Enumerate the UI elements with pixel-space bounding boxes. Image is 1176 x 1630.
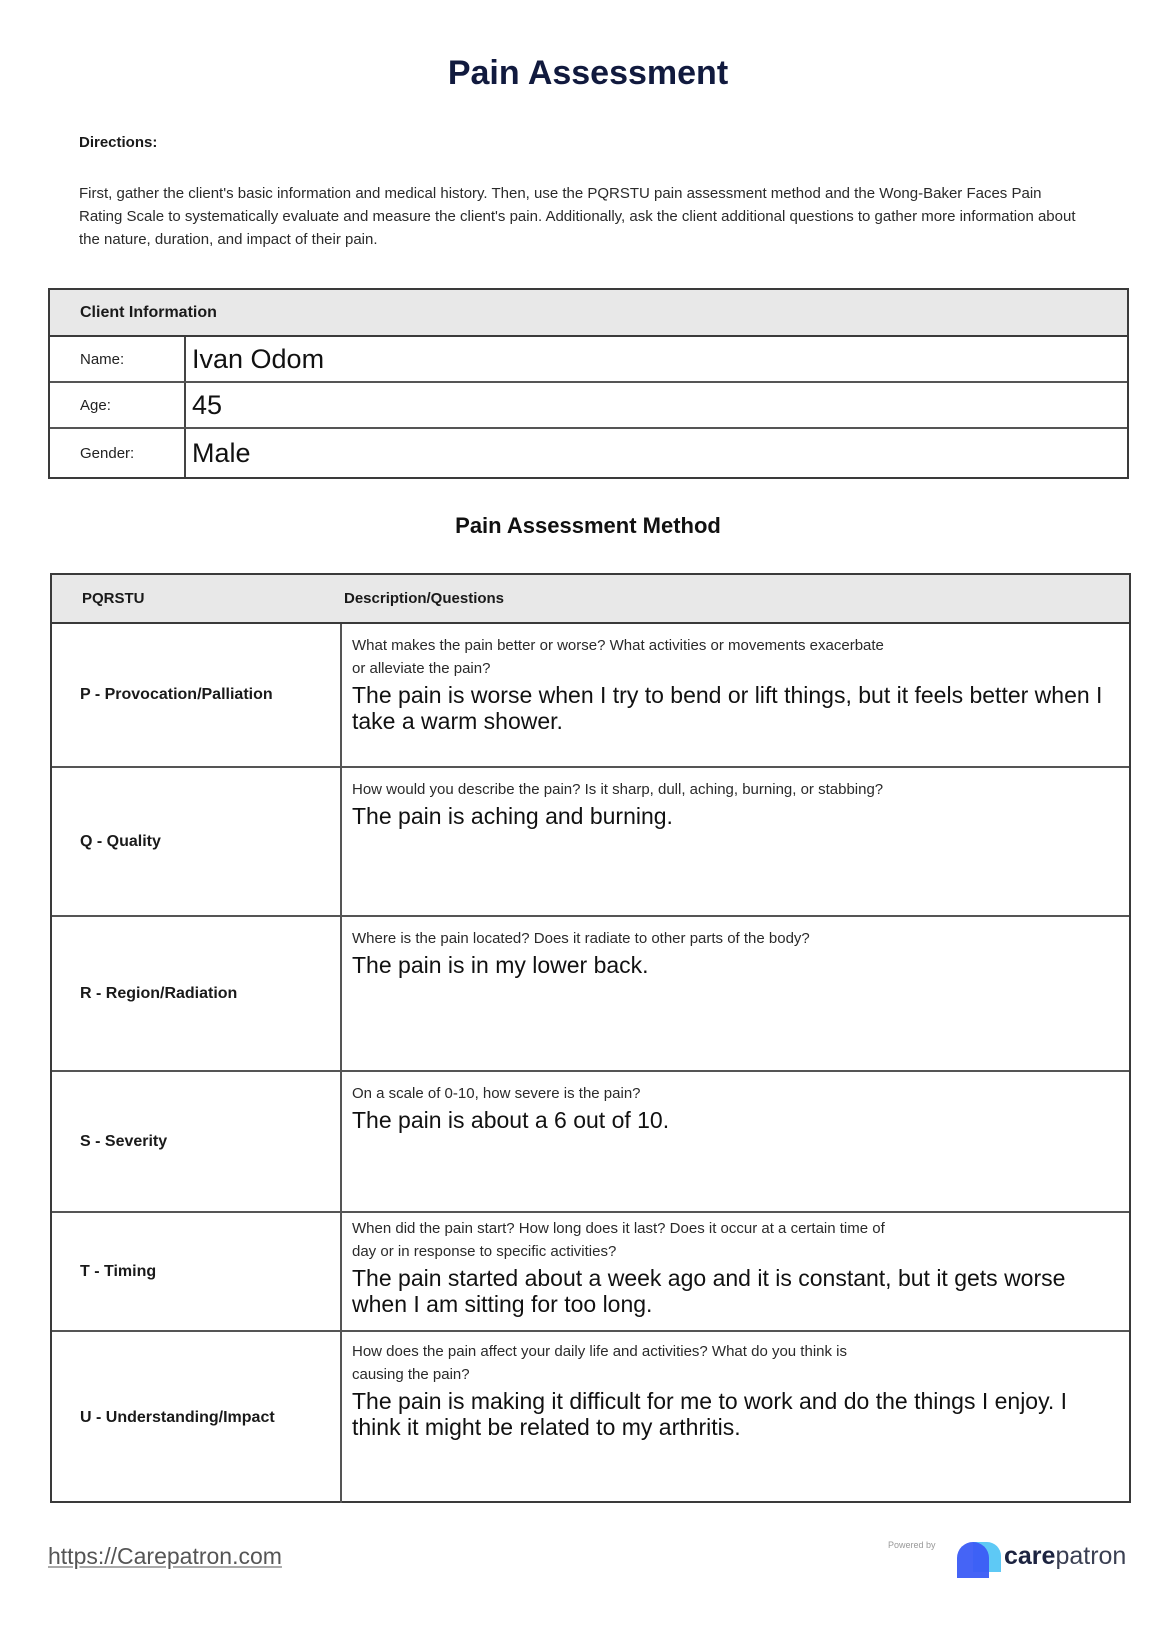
name-label: Name: xyxy=(50,337,186,381)
method-key: T - Timing xyxy=(52,1213,342,1330)
method-question: How would you describe the pain? Is it sharp, dull, aching, burning, or stabbing? xyxy=(352,781,884,798)
method-description xyxy=(342,768,1129,915)
brand-care: care xyxy=(1004,1542,1056,1570)
method-key: U - Understanding/Impact xyxy=(52,1332,342,1503)
method-heading: Pain Assessment Method xyxy=(455,513,721,538)
page-title: Pain Assessment xyxy=(447,54,729,92)
method-answer-field[interactable]: The pain is making it difficult for me to work and do the things I enjoy. I think it might be related to my arthritis. xyxy=(352,1388,1068,1440)
column-header-description: Description/Questions xyxy=(344,590,505,607)
method-description xyxy=(342,1072,1129,1211)
client-row-age xyxy=(50,383,1127,429)
brand-patron: patron xyxy=(1055,1542,1127,1570)
gender-label: Gender: xyxy=(50,429,186,477)
method-description xyxy=(342,624,1129,766)
method-description xyxy=(342,917,1129,1070)
method-question: How does the pain affect your daily life and activities? What do you think is causing the pain? xyxy=(352,1343,847,1383)
method-row-provocation xyxy=(52,624,1129,768)
method-row-severity xyxy=(52,1072,1129,1213)
method-table-header xyxy=(52,575,1129,624)
method-answer-field[interactable]: The pain is aching and burning. xyxy=(352,803,673,829)
gender-field[interactable]: Male xyxy=(192,437,251,468)
method-question: Where is the pain located? Does it radiate to other parts of the body? xyxy=(352,930,810,947)
method-question: What makes the pain better or worse? What activities or movements exacerbate or alleviate the pain? xyxy=(352,637,884,677)
client-row-name xyxy=(50,337,1127,383)
method-key: R - Region/Radiation xyxy=(52,917,342,1070)
method-answer-field[interactable]: The pain is worse when I try to bend or lift things, but it feels better when I take a warm shower. xyxy=(352,682,1103,734)
carepatron-link[interactable]: https://Carepatron.com xyxy=(48,1543,282,1569)
method-question: On a scale of 0-10, how severe is the pain? xyxy=(352,1085,641,1102)
method-key: P - Provocation/Palliation xyxy=(52,624,342,766)
method-description xyxy=(342,1332,1129,1503)
method-row-quality xyxy=(52,768,1129,917)
column-header-pqrstu: PQRSTU xyxy=(82,590,145,607)
method-answer-field[interactable]: The pain is in my lower back. xyxy=(352,952,649,978)
age-label: Age: xyxy=(50,383,186,427)
client-information-header: Client Information xyxy=(50,290,1127,337)
carepatron-brand xyxy=(1004,1542,1126,1571)
method-answer-field[interactable]: The pain started about a week ago and it is constant, but it gets worse when I am sitting for too long. xyxy=(352,1265,1066,1317)
method-description xyxy=(342,1213,1129,1330)
method-key: S - Severity xyxy=(52,1072,342,1211)
method-key: Q - Quality xyxy=(52,768,342,915)
method-row-timing xyxy=(52,1213,1129,1332)
directions-label: Directions: xyxy=(79,134,158,151)
carepatron-logo-icon xyxy=(955,1538,1005,1580)
name-field[interactable]: Ivan Odom xyxy=(192,343,325,374)
directions-text: First, gather the client's basic information and medical history. Then, use the PQRSTU pain assessment method and the Wong-Baker Faces Pain Rating Scale to systematically evaluate and measure the client's pain. Additionally, ask the client additional questions to gather more information about the nature, duration, and impact of their pain. xyxy=(79,185,1076,248)
client-row-gender xyxy=(50,429,1127,477)
powered-by-label: Powered by xyxy=(888,1540,936,1550)
pain-assessment-method-table xyxy=(50,573,1131,1503)
method-row-region xyxy=(52,917,1129,1072)
age-field[interactable]: 45 xyxy=(192,389,223,420)
method-row-understanding xyxy=(52,1332,1129,1503)
client-information-table xyxy=(48,288,1129,479)
method-question: When did the pain start? How long does it last? Does it occur at a certain time of day or in response to specific activities? xyxy=(352,1220,885,1260)
method-answer-field[interactable]: The pain is about a 6 out of 10. xyxy=(352,1107,670,1133)
